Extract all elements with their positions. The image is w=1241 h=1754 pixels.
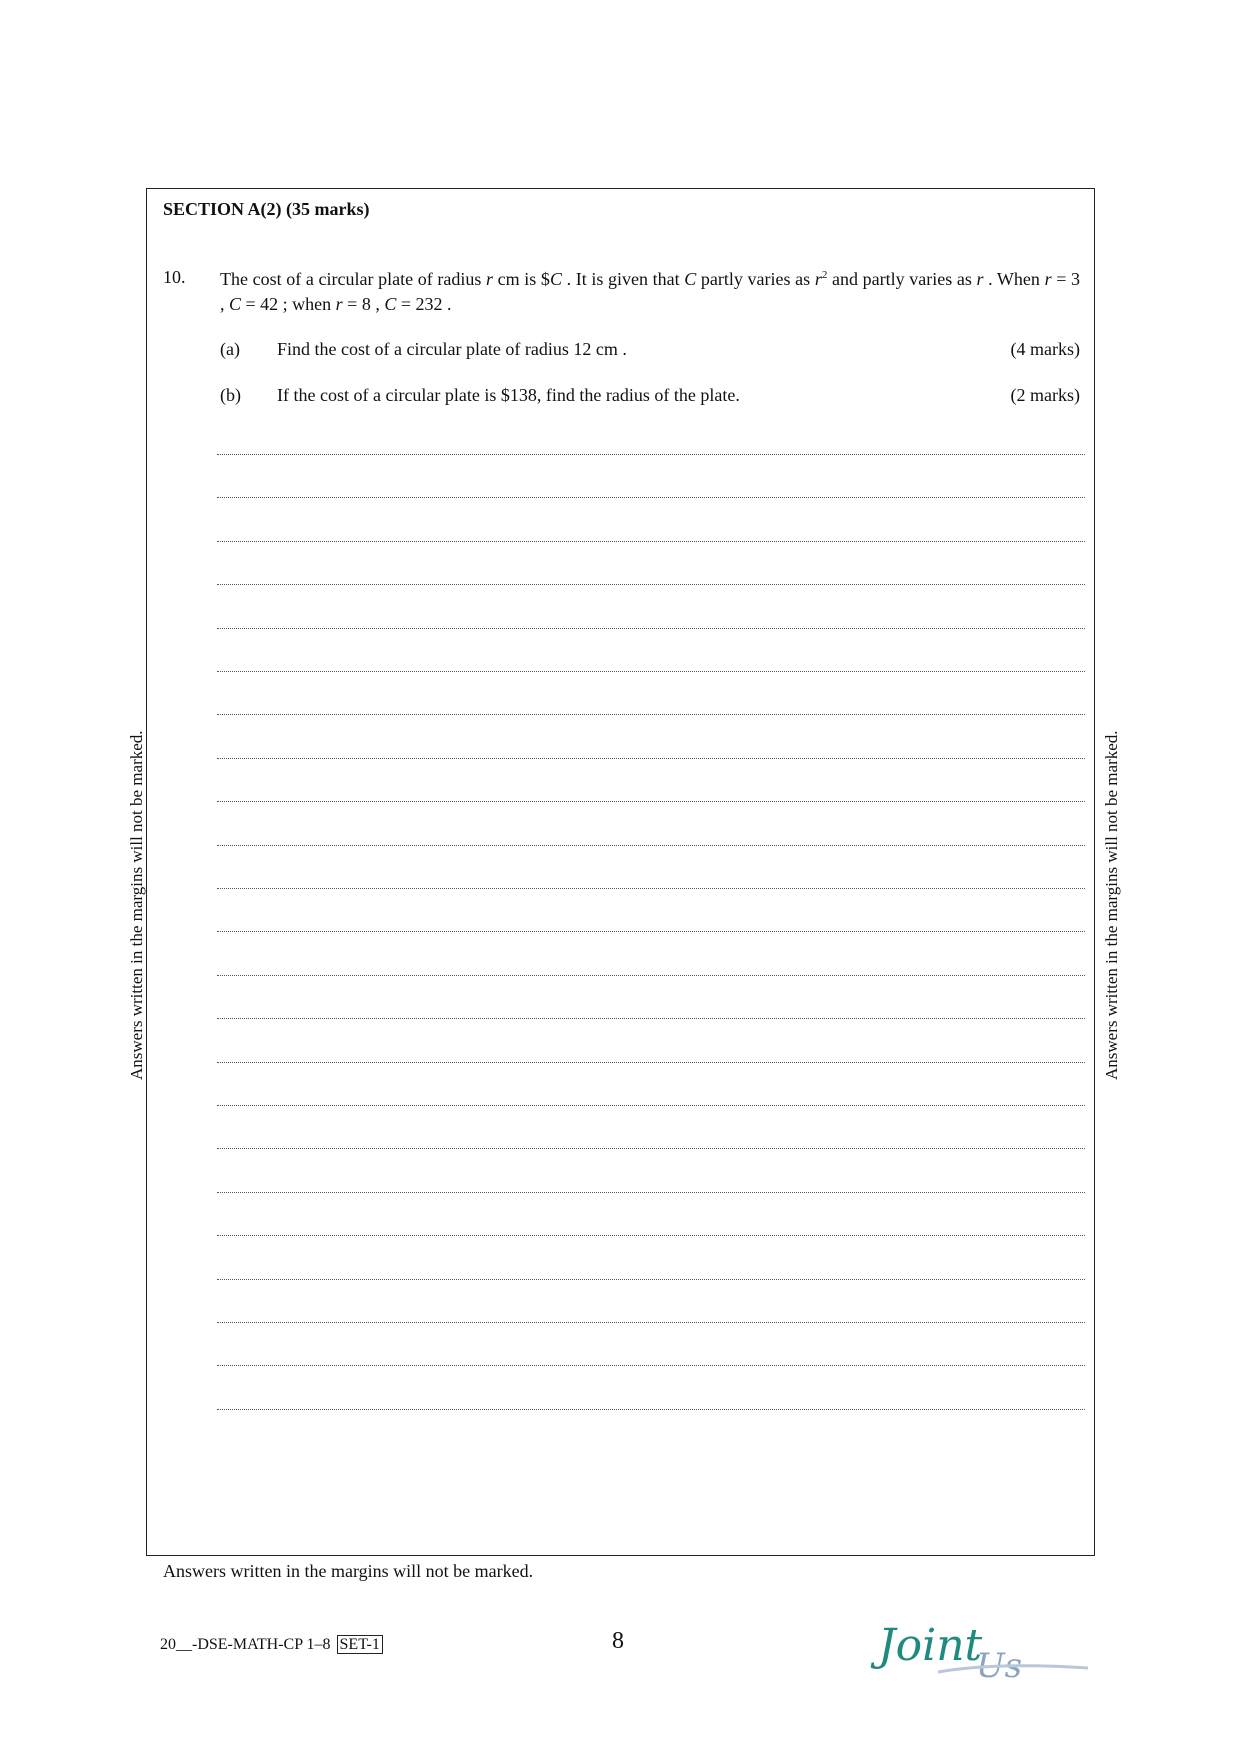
part-text: Find the cost of a circular plate of radius 12 cm . — [277, 339, 627, 359]
set-badge: SET-1 — [337, 1635, 383, 1654]
answer-frame — [146, 188, 1095, 1556]
answer-line — [217, 628, 1085, 629]
answer-line — [217, 497, 1085, 498]
margin-note-right: Answers written in the margins will not be marked. — [1102, 730, 1121, 1080]
answer-line — [217, 1279, 1085, 1280]
logo-swoosh-icon — [938, 1660, 1088, 1680]
question-text: The cost of a circular plate of radius r cm is $C . It is given that C partly varies as $r^2$ and partly varies as r . When r = 3 , C = 42 ; when r = 8 , C = 232 . — [220, 269, 1081, 314]
answer-line — [217, 1148, 1085, 1149]
section-title: SECTION A(2) (35 marks) — [163, 199, 370, 219]
answer-line — [217, 1322, 1085, 1323]
answer-line — [217, 1018, 1085, 1019]
answer-area[interactable] — [217, 189, 1085, 1555]
question-number: 10. — [163, 267, 186, 287]
answer-line — [217, 671, 1085, 672]
margin-note-left: Answers written in the margins will not be marked. — [127, 730, 146, 1080]
answer-line — [217, 1365, 1085, 1366]
answer-line — [217, 845, 1085, 846]
answer-line — [217, 1235, 1085, 1236]
logo-word-joint: Joint — [878, 1620, 983, 1671]
footer-code — [160, 1636, 383, 1654]
part-label: (a) — [220, 339, 240, 359]
answer-line — [217, 1062, 1085, 1063]
answer-line — [217, 758, 1085, 759]
answer-line — [217, 1409, 1085, 1410]
answer-line — [217, 1192, 1085, 1193]
bottom-note: Answers written in the margins will not be marked. — [163, 1561, 534, 1581]
answer-line — [217, 801, 1085, 802]
jointus-logo — [878, 1620, 1088, 1690]
answer-line — [217, 584, 1085, 585]
part-text: If the cost of a circular plate is $138, find the radius of the plate. — [277, 385, 740, 405]
part-label: (b) — [220, 385, 241, 405]
answer-line — [217, 931, 1085, 932]
part-marks: (2 marks) — [1010, 385, 1080, 405]
answer-line — [217, 1105, 1085, 1106]
answer-line — [217, 975, 1085, 976]
answer-line — [217, 714, 1085, 715]
page-number: 8 — [612, 1628, 624, 1654]
answer-line — [217, 454, 1085, 455]
part-marks: (4 marks) — [1010, 339, 1080, 359]
answer-line — [217, 888, 1085, 889]
answer-line — [217, 541, 1085, 542]
logo-word-us: Us — [976, 1646, 1023, 1686]
paper-code: 20__-DSE-MATH-CP 1–8 — [160, 1636, 331, 1653]
